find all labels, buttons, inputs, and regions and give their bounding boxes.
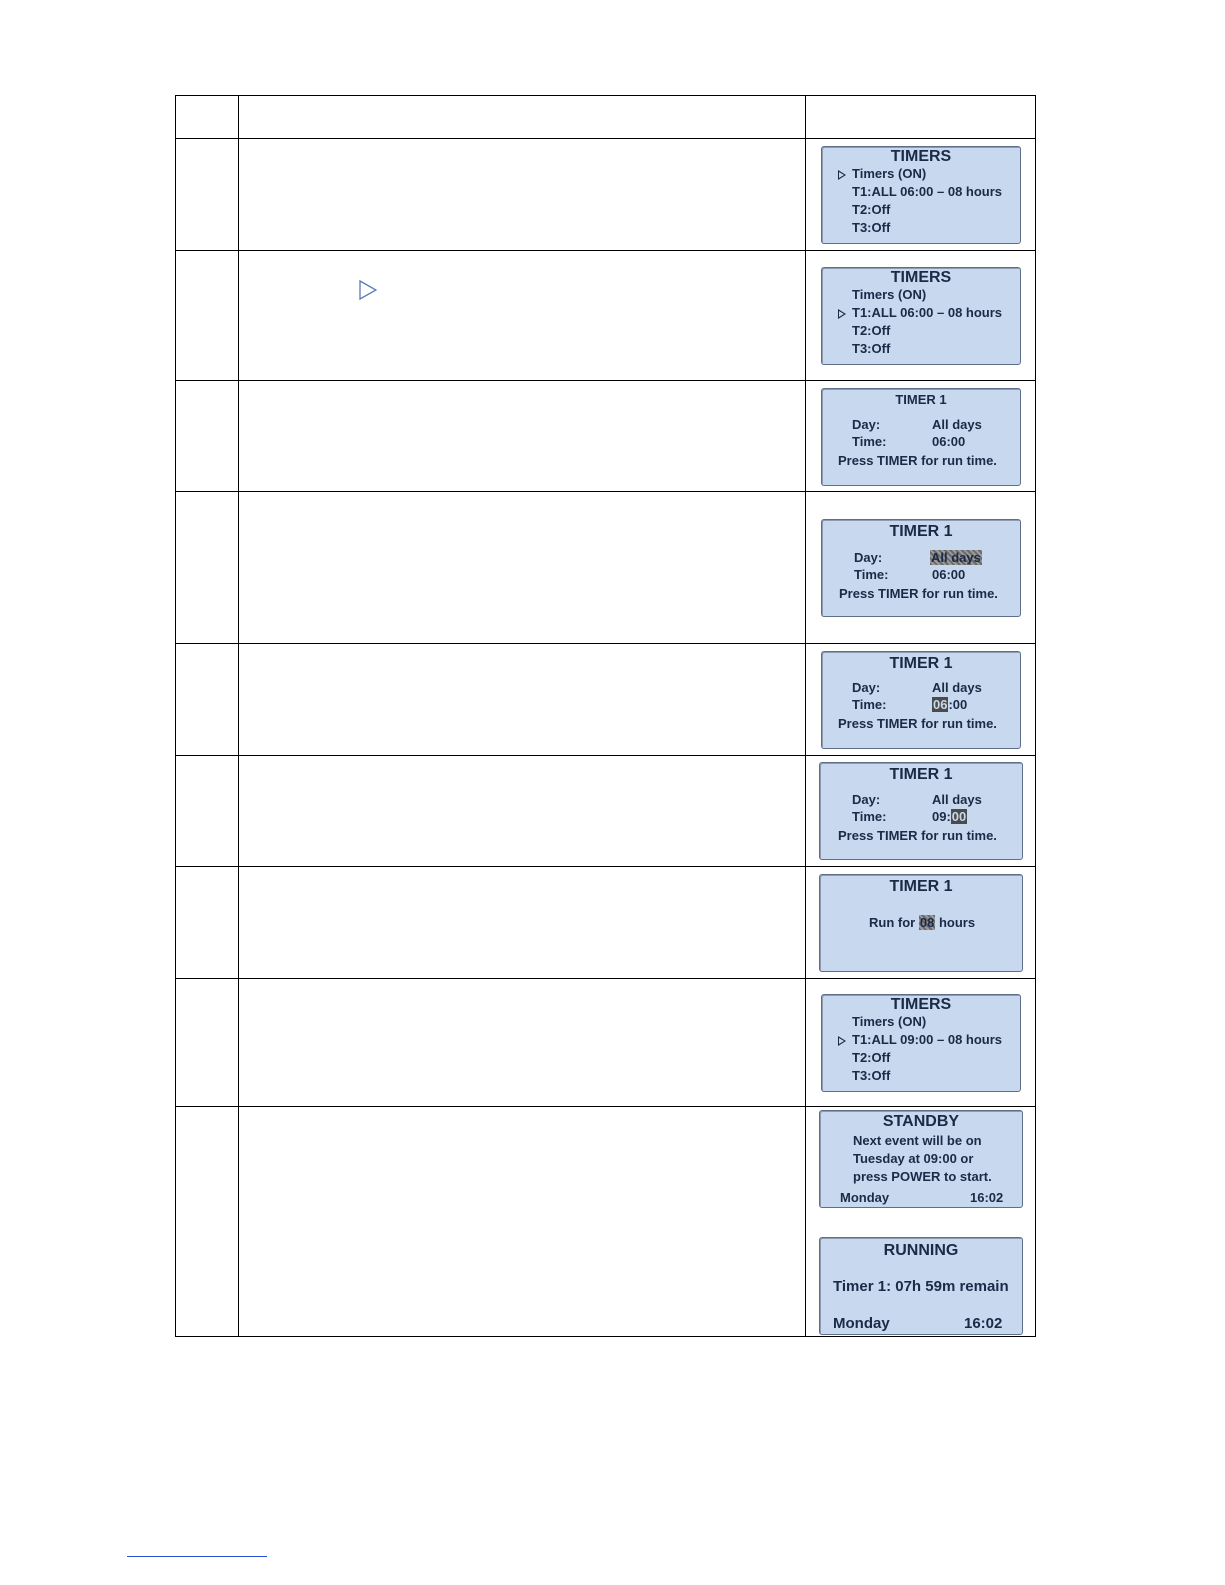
screen-title: TIMERS [890, 269, 952, 286]
menu-pointer-icon [838, 1036, 846, 1046]
status-day: Monday [833, 1315, 890, 1332]
screen-line: T1:ALL 06:00 – 08 hours [852, 305, 1003, 320]
screen-line: T3:Off [852, 341, 891, 356]
lcd-screen-timers-2 [821, 267, 1021, 365]
time-head: 09: [932, 809, 951, 824]
screen-title: TIMERS [890, 996, 952, 1013]
status-time: 16:02 [970, 1190, 1004, 1205]
table-row-divider [175, 138, 1036, 139]
menu-pointer-icon [838, 170, 846, 180]
screen-line: T2:Off [852, 323, 891, 338]
table-row-divider [175, 491, 1036, 492]
screen-line: T3:Off [852, 1068, 891, 1083]
table-row-divider [175, 978, 1036, 979]
screen-title: TIMER 1 [889, 523, 953, 540]
screen-title: RUNNING [883, 1242, 959, 1259]
screen-title: TIMER 1 [889, 655, 953, 672]
time-value [932, 809, 967, 824]
time-value: 06:00 [932, 567, 966, 582]
lcd-screen-standby [819, 1110, 1023, 1208]
table-border-left [175, 95, 176, 1337]
screen-line: T1:ALL 09:00 – 08 hours [852, 1032, 1003, 1047]
time-value: 06:00 [932, 434, 966, 449]
screen-title: TIMER 1 [889, 878, 953, 895]
screen-line: T2:Off [852, 202, 891, 217]
table-row-divider [175, 1106, 1036, 1107]
table-row-divider [175, 380, 1036, 381]
run-hours-selected: 08 [919, 915, 935, 930]
screen-line: Next event will be on [853, 1133, 982, 1148]
screen-line: Tuesday at 09:00 or [853, 1151, 974, 1166]
table-column-divider-1 [238, 95, 239, 1337]
day-label: Day: [852, 680, 881, 695]
pointer-triangle-icon [359, 280, 377, 300]
screen-line: Timers (ON) [852, 166, 927, 181]
table-row-divider [175, 755, 1036, 756]
lcd-screen-timer1-run [819, 874, 1023, 972]
lcd-screen-timer1-c [821, 651, 1021, 749]
run-post: hours [938, 915, 976, 930]
day-value: All days [932, 792, 982, 807]
table-column-divider-2 [805, 95, 806, 1337]
status-time: 16:02 [964, 1315, 1003, 1332]
screen-line: Timers (ON) [852, 287, 927, 302]
lcd-screen-timer1-a [821, 388, 1021, 486]
day-label: Day: [854, 550, 883, 565]
screen-title: TIMERS [890, 148, 952, 165]
menu-pointer-icon [838, 309, 846, 319]
screen-line: T3:Off [852, 220, 891, 235]
day-value: All days [932, 417, 982, 432]
footer-hyperlink-underline[interactable] [127, 1556, 267, 1557]
screen-note: Press TIMER for run time. [838, 453, 997, 468]
time-label: Time: [852, 809, 887, 824]
run-pre: Run for [869, 915, 916, 930]
day-value: All days [932, 680, 982, 695]
table-border-bottom [175, 1336, 1036, 1337]
time-label: Time: [852, 697, 887, 712]
time-value [932, 697, 967, 712]
lcd-screen-timers-1 [821, 146, 1021, 244]
day-label: Day: [852, 417, 881, 432]
run-for-line [869, 915, 975, 930]
screen-title: STANDBY [882, 1113, 960, 1130]
time-minute-selected: 00 [951, 809, 967, 824]
status-day: Monday [840, 1190, 890, 1205]
screen-note: Press TIMER for run time. [839, 586, 998, 601]
time-label: Time: [852, 434, 887, 449]
lcd-screen-timers-3 [821, 994, 1021, 1092]
screen-note: Press TIMER for run time. [838, 828, 997, 843]
lcd-screen-running [819, 1237, 1023, 1335]
screen-line: Timer 1: 07h 59m remain [833, 1278, 1009, 1295]
time-rest: :00 [948, 697, 968, 712]
screen-line: T1:ALL 06:00 – 08 hours [852, 184, 1003, 199]
time-label: Time: [854, 567, 889, 582]
table-border-right [1035, 95, 1036, 1337]
screen-note: Press TIMER for run time. [838, 716, 997, 731]
day-label: Day: [852, 792, 881, 807]
day-value-selected: All days [931, 550, 981, 565]
screen-line: T2:Off [852, 1050, 891, 1065]
screen-line: press POWER to start. [853, 1169, 992, 1184]
screen-line: Timers (ON) [852, 1014, 927, 1029]
table-row-divider [175, 643, 1036, 644]
screen-title: TIMER 1 [889, 766, 953, 783]
lcd-screen-timer1-b [821, 519, 1021, 617]
table-border-top [175, 95, 1036, 96]
table-row-divider [175, 866, 1036, 867]
table-row-divider [175, 250, 1036, 251]
lcd-screen-timer1-d [819, 762, 1023, 860]
screen-title: TIMER 1 [895, 392, 947, 407]
time-hour-selected: 06 [933, 697, 948, 712]
